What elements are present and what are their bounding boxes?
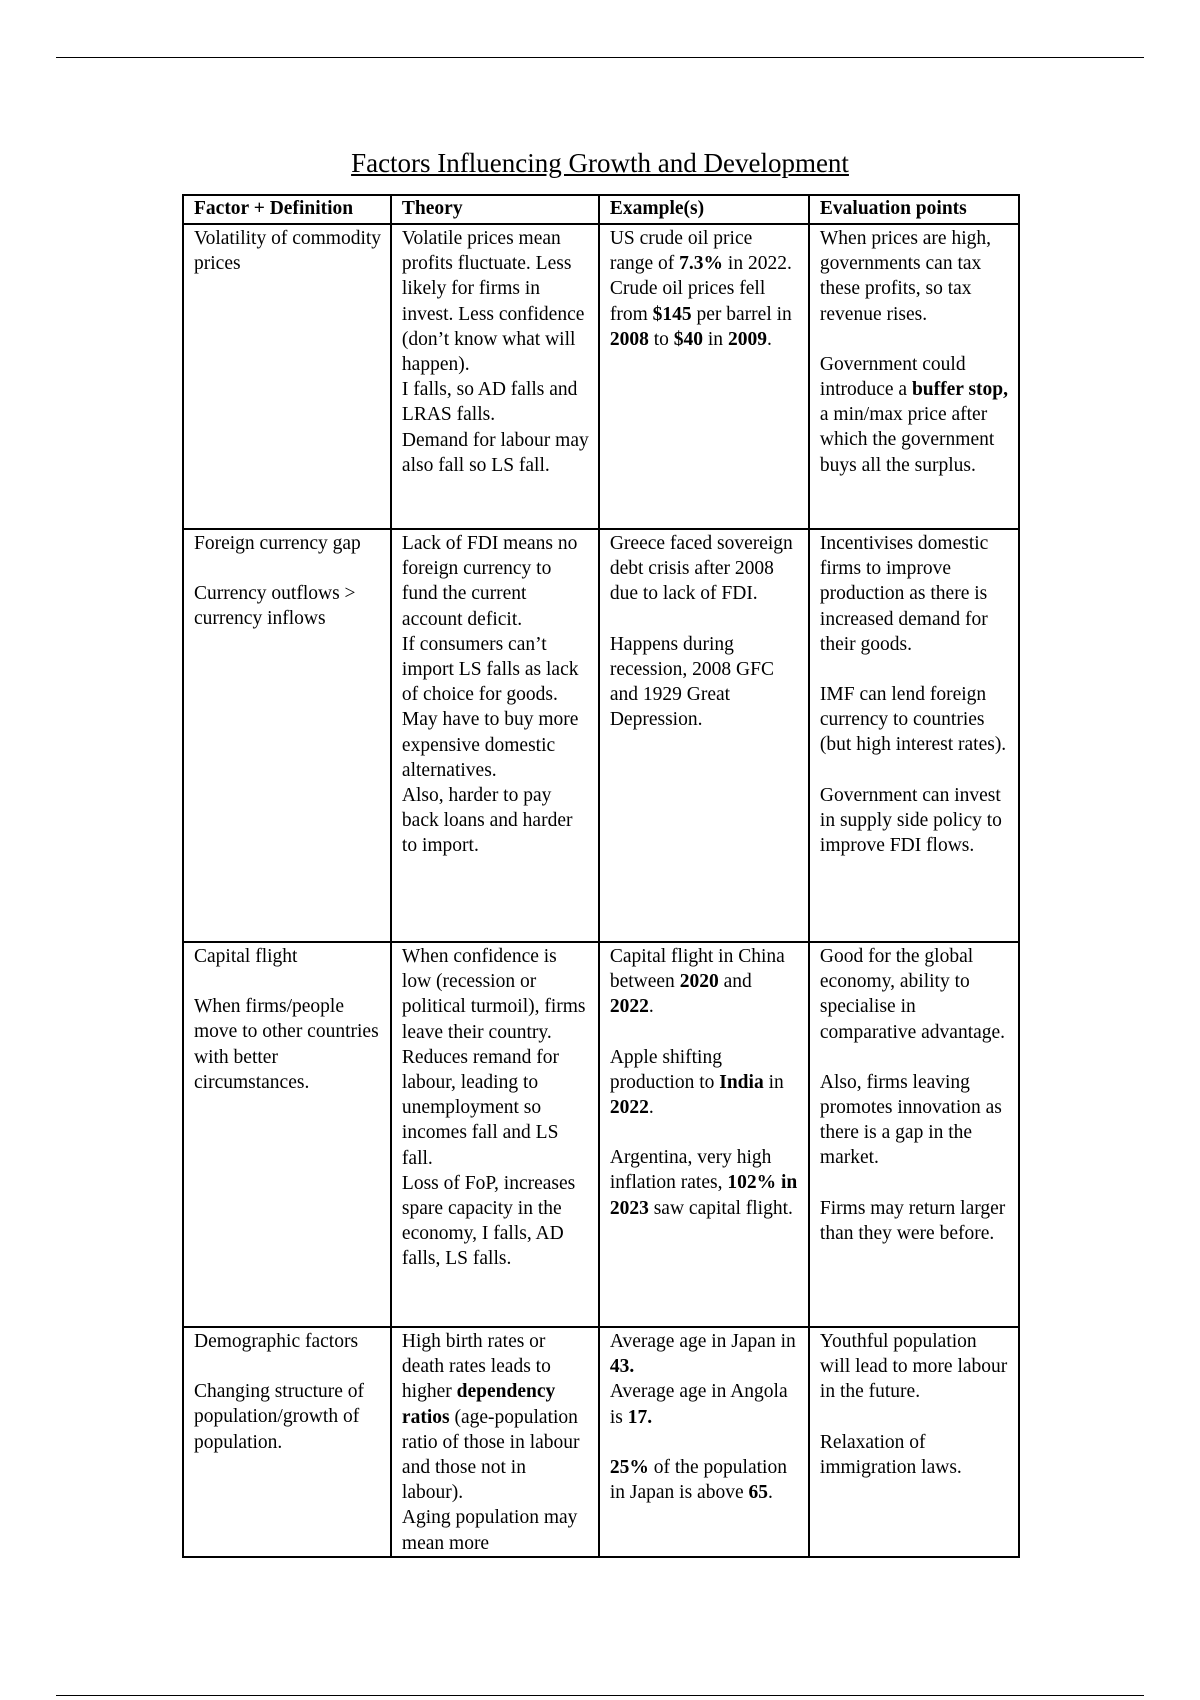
- cell-paragraph: Youthful population will lead to more labour in the future.: [819, 1331, 1008, 1403]
- cell-paragraph: Average age in Angola is 17.: [609, 1381, 788, 1428]
- examples-cell: [599, 1327, 809, 1557]
- factor-cell: [183, 529, 391, 942]
- cell-paragraph: Good for the global economy, ability to specialise in comparative advantage.: [819, 946, 1006, 1043]
- cell-paragraph: Firms may return larger than they were before.: [819, 1197, 1006, 1244]
- table-header-row: [183, 195, 1019, 224]
- cell-paragraph: Foreign currency gap: [194, 533, 361, 554]
- cell-paragraph: Lack of FDI means no foreign currency to fund the current account deficit.: [401, 533, 578, 630]
- cell-paragraph: Happens during recession, 2008 GFC and 1929 Great Depression.: [609, 633, 774, 731]
- cell-paragraph: Loss of FoP, increases spare capacity in the economy, I falls, AD falls, LS falls.: [401, 1172, 576, 1270]
- cell-paragraph: When confidence is low (recession or political turmoil), firms leave their country.: [401, 946, 586, 1043]
- theory-cell: [391, 1327, 599, 1557]
- header-theory: Theory: [391, 195, 599, 224]
- cell-paragraph: Argentina, very high inflation rates, 102% in 2023 saw capital flight.: [609, 1147, 798, 1219]
- table-row: [183, 942, 1019, 1327]
- cell-paragraph: When firms/people move to other countries with better circumstances.: [194, 996, 379, 1093]
- cell-paragraph: Relaxation of immigration laws.: [819, 1431, 962, 1478]
- factor-cell: [183, 1327, 391, 1557]
- cell-paragraph: Also, firms leaving promotes innovation as there is a gap in the market.: [819, 1071, 1002, 1169]
- cell-paragraph: Currency outflows > currency inflows: [194, 583, 356, 630]
- cell-paragraph: Also, harder to pay back loans and harder to import.: [401, 785, 573, 857]
- table-row: [183, 1327, 1019, 1557]
- table-row: [183, 224, 1019, 529]
- page-title: Factors Influencing Growth and Development: [351, 148, 849, 178]
- cell-paragraph: Average age in Japan in 43.: [609, 1331, 796, 1378]
- examples-cell: [599, 224, 809, 529]
- cell-paragraph: High birth rates or death rates leads to higher dependency ratios (age-population ratio of those in labour and those not in labour).: [401, 1331, 580, 1504]
- cell-paragraph: Volatile prices mean profits fluctuate. Less likely for firms in invest. Less confidence (don’t know what will happen).: [401, 228, 585, 376]
- theory-cell: [391, 224, 599, 529]
- theory-cell: [391, 529, 599, 942]
- cell-paragraph: Apple shifting production to India in 2022.: [609, 1046, 784, 1119]
- theory-cell: [391, 942, 599, 1327]
- cell-paragraph: Aging population may mean more: [401, 1507, 578, 1554]
- cell-paragraph: If consumers can’t import LS falls as lack of choice for goods.: [401, 633, 579, 706]
- cell-paragraph: US crude oil price range of 7.3% in 2022.: [609, 228, 792, 275]
- cell-paragraph: I falls, so AD falls and LRAS falls.: [401, 379, 578, 426]
- table-row: [183, 529, 1019, 942]
- header-evaluation: Evaluation points: [809, 195, 1019, 224]
- evaluation-cell: [809, 529, 1019, 942]
- cell-paragraph: Government could introduce a buffer stop, a min/max price after which the government buys all the surplus.: [819, 353, 1009, 476]
- examples-cell: [599, 942, 809, 1327]
- top-rule: [56, 57, 1144, 58]
- evaluation-cell: [809, 942, 1019, 1327]
- cell-paragraph: May have to buy more expensive domestic alternatives.: [401, 709, 579, 781]
- cell-paragraph: Capital flight in China between 2020 and 2022.: [609, 946, 785, 1018]
- header-factor: Factor + Definition: [183, 195, 391, 224]
- cell-paragraph: When prices are high, governments can tax these profits, so tax revenue rises.: [819, 228, 991, 325]
- table-body: [183, 224, 1019, 1557]
- evaluation-cell: [809, 224, 1019, 529]
- cell-paragraph: Greece faced sovereign debt crisis after 2008 due to lack of FDI.: [609, 533, 793, 605]
- cell-paragraph: Demand for labour may also fall so LS fall.: [401, 429, 589, 476]
- cell-paragraph: Capital flight: [194, 946, 298, 967]
- cell-paragraph: Changing structure of population/growth of population.: [194, 1381, 365, 1453]
- cell-paragraph: Reduces remand for labour, leading to unemployment so incomes fall and LS fall.: [401, 1046, 559, 1169]
- factor-cell: [183, 224, 391, 529]
- cell-paragraph: 25% of the population in Japan is above 65.: [609, 1456, 787, 1504]
- bottom-rule: [56, 1695, 1144, 1696]
- cell-paragraph: Crude oil prices fell from $145 per barrel in 2008 to $40 in 2009.: [609, 278, 792, 350]
- header-examples: Example(s): [599, 195, 809, 224]
- evaluation-cell: [809, 1327, 1019, 1557]
- examples-cell: [599, 529, 809, 942]
- factors-table: [182, 194, 1020, 1558]
- cell-paragraph: IMF can lend foreign currency to countries (but high interest rates).: [819, 684, 1007, 756]
- factor-cell: [183, 942, 391, 1327]
- cell-paragraph: Government can invest in supply side policy to improve FDI flows.: [819, 784, 1002, 857]
- cell-paragraph: Demographic factors: [194, 1331, 359, 1352]
- cell-paragraph: Volatility of commodity prices: [194, 228, 382, 275]
- cell-paragraph: Incentivises domestic firms to improve production as there is increased demand for their goods.: [819, 533, 989, 655]
